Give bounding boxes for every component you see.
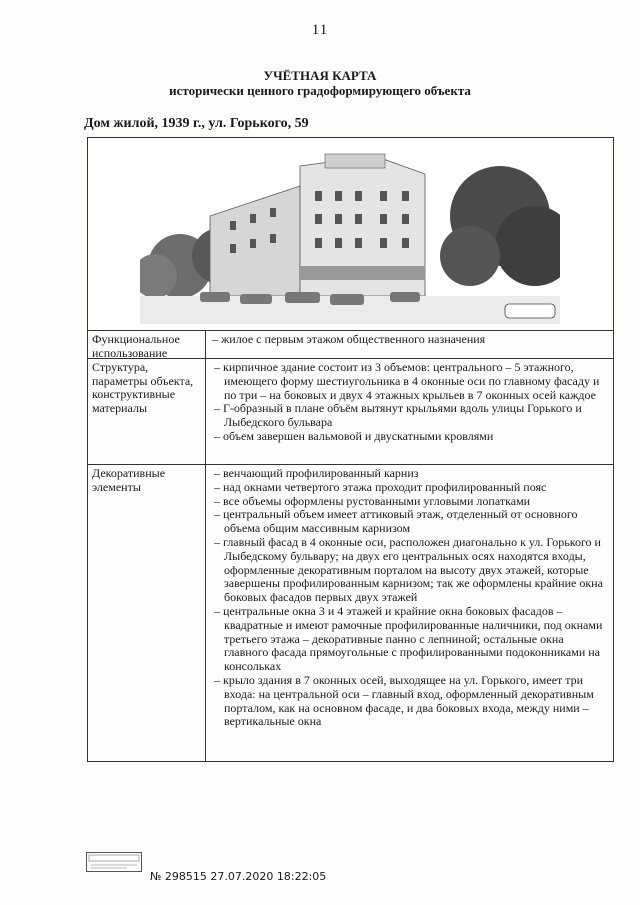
building-photo-icon: [140, 146, 560, 324]
function-label: Функциональное использование: [88, 331, 206, 358]
decor-item: – центральный объем имеет аттиковый этаж, отделенный от основного объема общим массивным карнизом: [212, 508, 609, 536]
page-number: 11: [311, 22, 329, 38]
decor-value: [206, 465, 613, 761]
registry-stamp-icon: [86, 852, 142, 872]
structure-item: – Г-образный в плане объём вытянут крыльями вдоль улицы Горького и Лыбедского бульвара: [212, 402, 609, 430]
decor-item: – центральные окна 3 и 4 этажей и крайние окна боковых фасадов – квадратные и имеют рамочные профилированные наличники, под окнами третьего этажа – декоративные панно с лепниной; остальные окна главного фасада прямоугольные с профилированными подоконниками на консольках: [212, 605, 609, 674]
registration-card-table: [87, 137, 614, 762]
photo-cell: [88, 138, 613, 331]
structure-value: [206, 359, 613, 464]
decor-item: – крыло здания в 7 оконных осей, выходящее на ул. Горького, имеет три входа: на центральной оси – главный вход, оформленный декоративным порталом, как на основном фасаде, и два боковых входа, между ними – вертикальные окна: [212, 674, 609, 729]
decor-label: Декоративные элементы: [88, 465, 206, 761]
decor-item: – над окнами четвертого этажа проходит профилированный пояс: [212, 481, 609, 495]
structure-item: – объем завершен вальмовой и двускатными кровлями: [212, 430, 609, 444]
decor-item: – все объемы оформлены рустованными угловыми лопатками: [212, 495, 609, 509]
row-structure: [88, 359, 613, 465]
decor-item: – венчающий профилированный карниз: [212, 467, 609, 481]
object-title: Дом жилой, 1939 г., ул. Горького, 59: [84, 116, 309, 131]
card-title: УЧЁТНАЯ КАРТА: [263, 68, 377, 83]
row-decor: [88, 465, 613, 761]
registration-number: № 298515 27.07.2020 18:22:05: [150, 870, 327, 883]
card-subtitle: исторически ценного градоформирующего объекта: [169, 83, 471, 98]
function-value: – жилое с первым этажом общественного назначения: [212, 332, 486, 346]
structure-label: Структура, параметры объекта, конструктивные материалы: [88, 359, 206, 464]
row-function: [88, 331, 613, 359]
decor-item: – главный фасад в 4 оконные оси, расположен диагонально к ул. Горького и Лыбедскому бульвару; на двух его центральных осях находятся входы, оформленные декоративным порталом на высоту двух этажей, которые завершены профилированным карнизом; так же оформлены крайние окна боковых фасадов первых двух этажей: [212, 536, 609, 605]
structure-item: – кирпичное здание состоит из 3 объемов: центрального – 5 этажного, имеющего форму шестиугольника в 4 оконные оси по главному фасаду и по три – на боковых и двух 4 этажных крыльев в 7 оконных осей каждое: [212, 361, 609, 402]
